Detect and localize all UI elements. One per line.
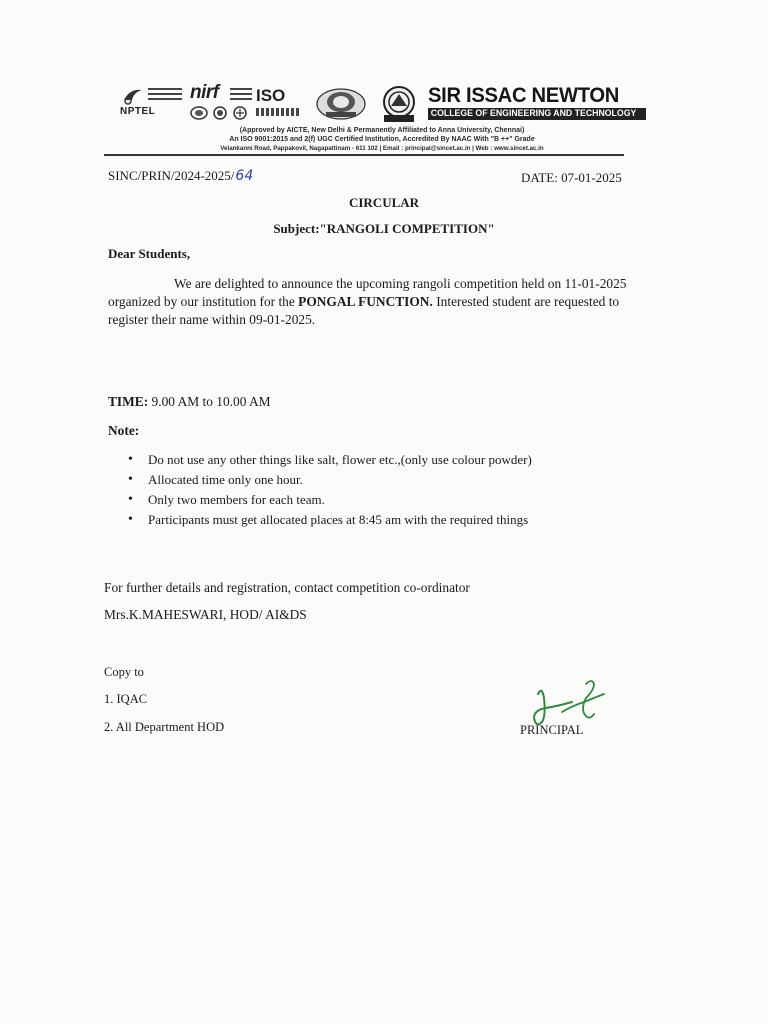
greeting: Dear Students, xyxy=(108,246,191,261)
copy-to-label: Copy to xyxy=(104,665,144,679)
letterhead xyxy=(112,80,652,162)
time-value: 9.00 AM to 10.00 AM xyxy=(148,394,271,409)
nptel-label: NPTEL xyxy=(120,106,156,117)
nirf-label: nirf xyxy=(190,82,219,103)
nirf-logo xyxy=(190,84,252,122)
nptel-logo xyxy=(118,84,186,120)
naac-logo-icon xyxy=(314,86,368,122)
notes-list xyxy=(128,451,532,531)
letterhead-divider xyxy=(104,154,624,156)
list-item: • Allocated time only one hour. xyxy=(128,471,532,491)
copy-to-item: 1. IQAC xyxy=(104,692,148,706)
iso-caption xyxy=(256,108,300,116)
signatory-title: PRINCIPAL xyxy=(520,723,584,737)
iso-logo xyxy=(256,86,302,122)
reference-number xyxy=(108,168,253,184)
college-subtitle xyxy=(428,108,646,120)
announcement-text-1: We are delighted to announce the upcoming rangoli competition held on 11-01-2025 organized by our institution for the xyxy=(108,276,627,309)
accreditation-line: An ISO 9001:2015 and 2(f) UGC Certified Institution, Accredited By NAAC With "B ++" Grade xyxy=(229,136,535,143)
logo-strip xyxy=(118,84,428,122)
subject-line: Subject:"RANGOLI COMPETITION" xyxy=(273,221,495,236)
nptel-caption-lines xyxy=(148,88,182,103)
list-item: • Only two members for each team. xyxy=(128,491,532,511)
nirf-caption-lines xyxy=(230,88,252,103)
approval-line: (Approved by AICTE, New Delhi & Permanently Affiliated to Anna University, Chennai) xyxy=(239,127,525,134)
college-name: SIR ISSAC NEWTON xyxy=(428,84,620,107)
iso-label: ISO xyxy=(256,86,286,105)
address-line: Velankanni Road, Pappakovil, Nagapattinam - 611 102 | Email : principal@sincet.ac.in | Web : www.sincet.ac.in xyxy=(220,145,544,152)
contact-line: For further details and registration, contact competition co-ordinator xyxy=(104,580,470,595)
time-label: TIME: xyxy=(108,394,149,409)
circular-date: DATE: 07-01-2025 xyxy=(521,170,622,185)
coordinator-name: Mrs.K.MAHESWARI, HOD/ AI&DS xyxy=(104,607,307,622)
reference-text: SINC/PRIN/2024-2025/ xyxy=(108,168,235,183)
list-item: • Participants must get allocated places at 8:45 am with the required things xyxy=(128,511,532,531)
principal-signature xyxy=(528,676,614,730)
college-emblem-icon xyxy=(376,84,422,124)
nptel-emblem-icon xyxy=(122,86,144,106)
announcement-paragraph xyxy=(108,275,640,329)
copy-to-item: 2. All Department HOD xyxy=(104,720,225,734)
announcement-text-2: Interested student are requested to register their name within 09-01-2025. xyxy=(108,294,620,327)
note-label: Note: xyxy=(108,423,140,438)
pongal-function-highlight: PONGAL FUNCTION. xyxy=(298,294,433,309)
list-item: • Do not use any other things like salt, flower etc.,(only use colour powder) xyxy=(128,451,532,471)
accreditation-seals-icon xyxy=(190,106,250,120)
time-line xyxy=(108,394,271,410)
reference-handwritten-number: 64 xyxy=(235,168,254,184)
circular-heading: CIRCULAR xyxy=(348,195,420,210)
college-subtitle-text: COLLEGE OF ENGINEERING AND TECHNOLOGY xyxy=(430,108,637,119)
